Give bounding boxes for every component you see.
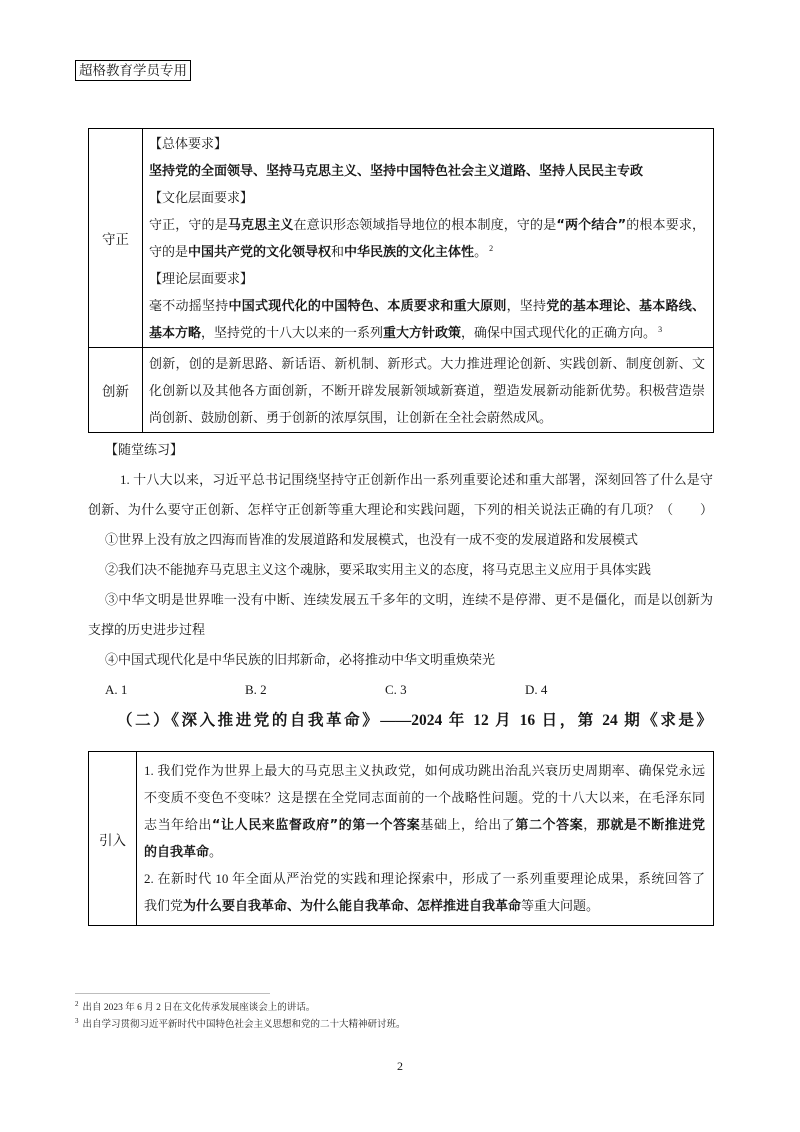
text-line (144, 784, 705, 811)
text-run: ，坚持 (506, 298, 547, 313)
practice-section (88, 435, 713, 705)
text-line (149, 211, 705, 238)
text-line (149, 404, 705, 431)
row-content (143, 129, 714, 348)
text-line (149, 377, 705, 404)
bold-text: 那就是不断推进党 (596, 818, 705, 833)
header-tag: 超格教育学员专用 (75, 60, 191, 81)
text-line (144, 892, 705, 919)
footnote-number: 2 (75, 999, 79, 1008)
text-line (149, 238, 705, 265)
text-line (144, 838, 705, 865)
text-run: 基础上，给出了 (420, 817, 516, 832)
table-row (89, 752, 714, 926)
footnote-number: 3 (75, 1016, 79, 1025)
footnote (75, 1000, 406, 1017)
text-run: 等重大问题。 (521, 898, 600, 913)
page-number: 2 (397, 1059, 403, 1073)
text-run: 【总体要求】 (149, 136, 228, 151)
bold-text: 中国共产党的文化领导权 (188, 245, 332, 260)
text-line (149, 292, 705, 319)
text-run: 的根本要求， (626, 217, 705, 232)
intro-table (88, 751, 714, 926)
practice-heading: 【随堂练习】 (105, 442, 184, 457)
text-run: 尚创新、鼓励创新、勇于创新的浓厚氛围，让创新在全社会蔚然成风。 (149, 410, 553, 425)
section-heading: （二）《深入推进党的自我革命》——2024 年 12 月 16 日，第 24 期《求是》 (117, 712, 712, 729)
question-text: 创新、为什么要守正创新、怎样守正创新等重大理论和实践问题，下列的相关说法正确的有几项？（ ） (88, 502, 713, 517)
bold-text: 党的基本理论、基本路线、 (546, 299, 705, 314)
footnote (75, 1017, 406, 1034)
text-line (144, 811, 705, 838)
text-run: 毫不动摇坚持 (149, 298, 229, 313)
row-label: 守正 (89, 129, 143, 348)
text-line (149, 184, 705, 211)
statement-1: ①世界上没有放之四海而皆准的发展道路和发展模式，也没有一成不变的发展道路和发展模式 (105, 532, 639, 547)
bold-text: “让人民来监督政府”的第一个答案 (211, 818, 421, 833)
question-text: 1. 十八大以来，习近平总书记围绕坚持守正创新作出一系列重要论述和重大部署，深刻回答了什么是守 (120, 472, 713, 487)
row-label: 创新 (89, 348, 143, 433)
table-row (89, 129, 714, 348)
footnote-ref: 3 (658, 324, 663, 334)
bold-text: “两个结合” (556, 218, 627, 233)
bold-text: 中华民族的文化主体性 (344, 245, 475, 260)
text-run: 创新，创的是新思路、新话语、新机制、新形式。大力推进理论创新、实践创新、制度创新、文 (149, 356, 705, 371)
text-run: 志当年给出 (144, 817, 212, 832)
text-line (144, 757, 705, 784)
text-line (149, 157, 705, 184)
text-line (149, 130, 705, 157)
bold-text: 为什么要自我革命、为什么能自我革命、怎样推进自我革命 (183, 899, 522, 914)
text-run: ，确保中国式现代化的正确方向。 (461, 325, 657, 340)
text-run: 。 (209, 844, 223, 859)
text-run: 守正，守的是 (149, 217, 228, 232)
text-run: 化创新以及其他各方面创新，不断开辟发展新领域新赛道，塑造发展新动能新优势。积极营造崇 (149, 383, 705, 398)
text-line (149, 319, 705, 346)
option-d: D. 4 (525, 682, 548, 697)
statement-4: ④中国式现代化是中华民族的旧邦新命，必将推动中华文明重焕荣光 (105, 652, 496, 667)
principles-table (88, 128, 714, 433)
text-run: 1. 我们党作为世界上最大的马克思主义执政党，如何成功跳出治乱兴衰历史周期率、确保党永远 (144, 763, 705, 778)
text-run: 和 (331, 244, 345, 259)
footnote-text: 出自学习贯彻习近平新时代中国特色社会主义思想和党的二十大精神研讨班。 (82, 1020, 406, 1030)
bold-text: 重大方针政策 (383, 326, 462, 341)
row-content (137, 752, 714, 926)
table-row (89, 348, 714, 433)
footnote-text: 出自 2023 年 6 月 2 日在文化传承发展座谈会上的讲话。 (82, 1003, 316, 1013)
text-run: 2. 在新时代 10 年全面从严治党的实践和理论探索中，形成了一系列重要理论成果，系统回答了 (144, 871, 705, 886)
option-b: B. 2 (245, 682, 267, 697)
text-line (149, 350, 705, 377)
text-run: ， (583, 817, 597, 832)
text-run: ，坚持党的十八大以来的一系列 (201, 325, 384, 340)
row-label: 引入 (89, 752, 137, 926)
bold-text: 基本方略 (149, 326, 202, 341)
text-run: 守的是 (149, 244, 189, 259)
text-run: 【文化层面要求】 (149, 190, 254, 205)
bold-text: 中国式现代化的中国特色、本质要求和重大原则 (228, 299, 507, 314)
footnotes (75, 1000, 406, 1034)
footnote-ref: 2 (489, 243, 494, 253)
row-content (143, 348, 714, 433)
text-run: 我们党 (144, 898, 184, 913)
statement-2: ②我们决不能抛弃马克思主义这个魂脉，要采取实用主义的态度，将马克思主义应用于具体实践 (105, 562, 652, 577)
statement-3: ③中华文明是世界唯一没有中断、连续发展五千多年的文明，连续不是停滞、更不是僵化，而是以创新为 (105, 592, 713, 607)
text-line (144, 865, 705, 892)
bold-text: 马克思主义 (227, 218, 294, 233)
answer-options (88, 675, 713, 705)
text-run: 不变质不变色不变味？这是摆在全党同志面前的一个战略性问题。党的十八大以来，在毛泽东同 (144, 790, 705, 805)
bold-text: 坚持党的全面领导、坚持马克思主义、坚持中国特色社会主义道路、坚持人民民主专政 (149, 164, 644, 179)
text-line (149, 265, 705, 292)
statement-3-cont: 支撑的历史进步过程 (88, 622, 206, 637)
option-a: A. 1 (105, 682, 128, 697)
option-c: C. 3 (385, 682, 407, 697)
footnote-divider (75, 993, 270, 994)
text-run: 。 (474, 244, 488, 259)
bold-text: 第二个答案 (515, 818, 584, 833)
text-run: 【理论层面要求】 (149, 271, 254, 286)
bold-text: 的自我革命 (144, 845, 210, 860)
text-run: 在意识形态领域指导地位的根本制度，守的是 (293, 217, 557, 232)
